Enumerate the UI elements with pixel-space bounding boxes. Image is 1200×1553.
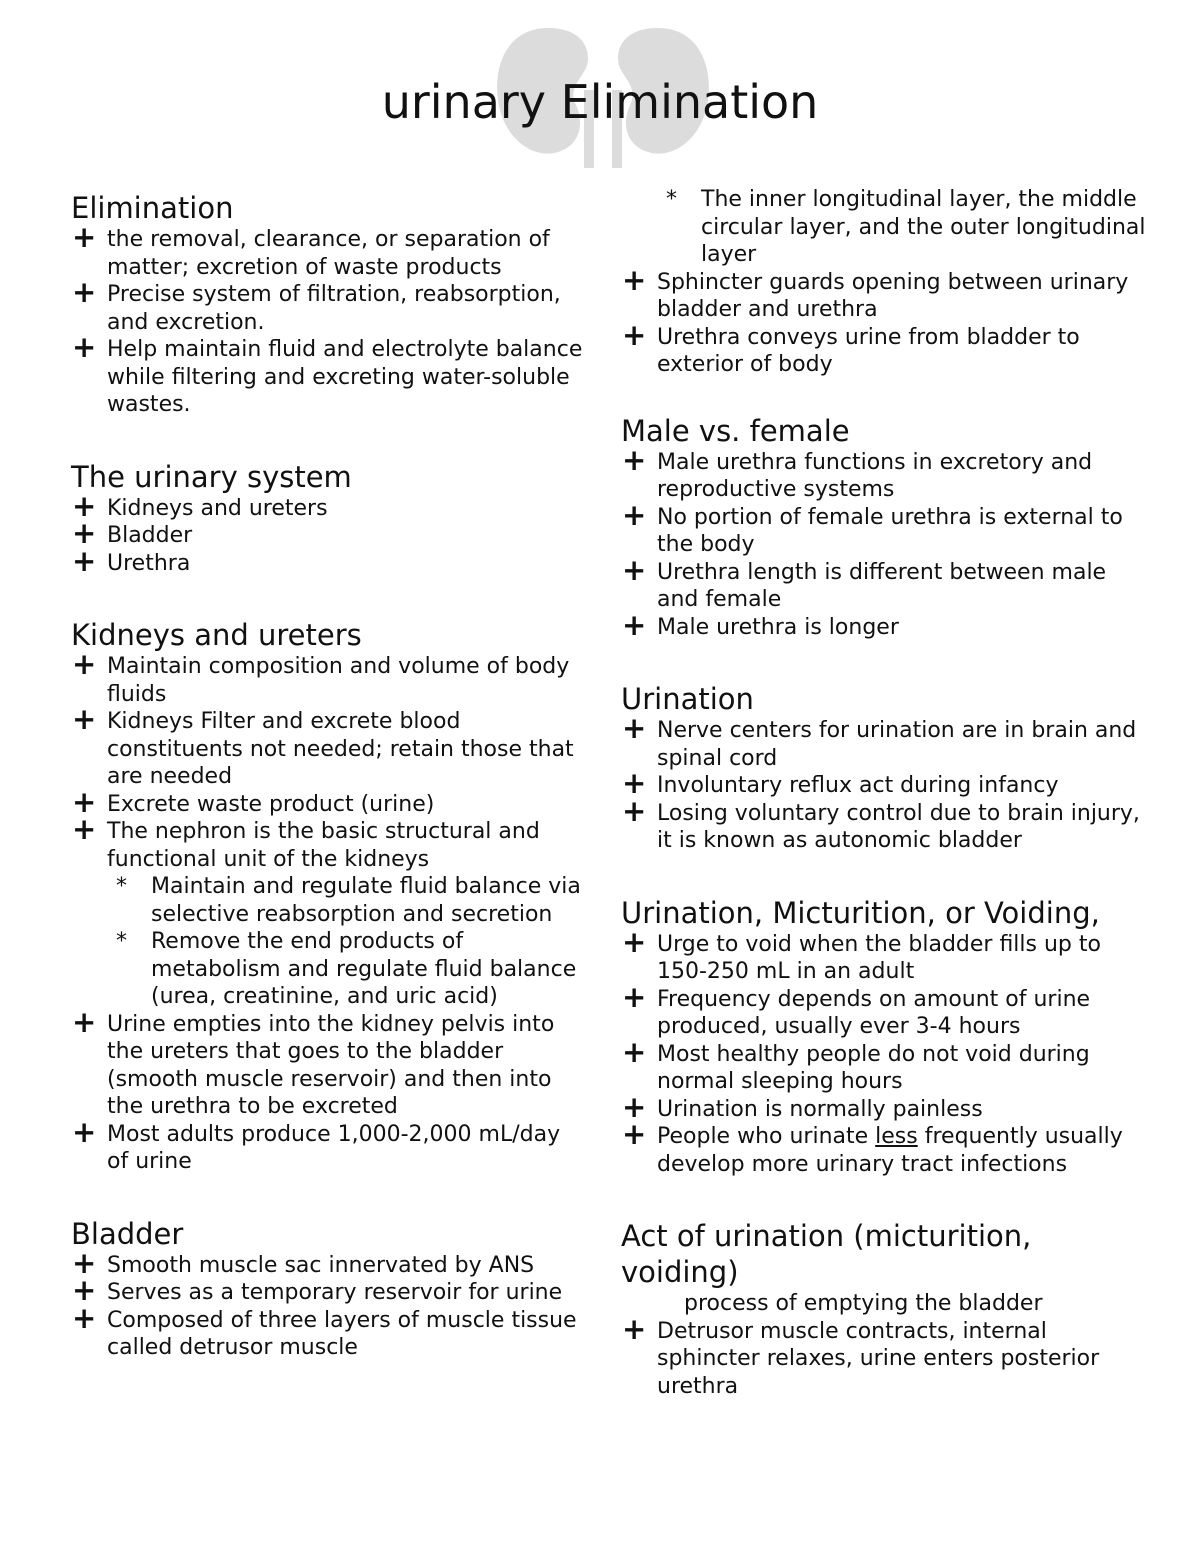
- right-column: [621, 186, 1146, 1400]
- list-item: + Frequency depends on amount of urine produced, usually ever 3-4 hours: [621, 986, 1146, 1041]
- list-item: [621, 1123, 1146, 1178]
- section-intro: process of emptying the bladder: [684, 1291, 1043, 1316]
- list-item: + the removal, clearance, or separation of matter; excretion of waste products: [71, 226, 586, 281]
- sub-list-item: * Maintain and regulate fluid balance via selective reabsorption and secretion: [71, 873, 586, 928]
- list-item: + Involuntary reflux act during infancy: [621, 772, 1146, 800]
- section-heading: Kidneys and ureters: [71, 618, 362, 652]
- list-item: + Male urethra functions in excretory and reproductive systems: [621, 449, 1146, 504]
- list-item: + Kidneys Filter and excrete blood constituents not needed; retain those that are needed: [71, 708, 586, 791]
- bullet-list: [71, 495, 586, 578]
- list-item: + Bladder: [71, 522, 586, 550]
- list-item: + Most healthy people do not void during normal sleeping hours: [621, 1041, 1146, 1096]
- section-heading: Act of urination (micturition, voiding): [621, 1219, 1032, 1289]
- section-kidneys-ureters: [71, 617, 586, 1176]
- list-item: + Urethra conveys urine from bladder to exterior of body: [621, 324, 1146, 379]
- section-micturition: [621, 895, 1146, 1179]
- section-heading: Urination, Micturition, or Voiding,: [621, 895, 1100, 930]
- text-part: frequently usually develop more urinary tract infections: [657, 1124, 1123, 1177]
- list-item: + Nerve centers for urination are in brain and spinal cord: [621, 717, 1146, 772]
- list-item: + Detrusor muscle contracts, internal sphincter relaxes, urine enters posterior urethra: [621, 1318, 1146, 1401]
- section-act-of-urination: [621, 1218, 1146, 1400]
- bullet-list: [621, 717, 1146, 855]
- list-item: + Losing voluntary control due to brain injury, it is known as autonomic bladder: [621, 800, 1146, 855]
- bullet-list: [71, 1252, 586, 1362]
- section-heading: Elimination: [71, 191, 234, 225]
- list-item: + Excrete waste product (urine): [71, 791, 586, 819]
- bladder-continued-list: [621, 186, 1146, 379]
- section-urination: [621, 681, 1146, 855]
- section-elimination: [71, 190, 586, 419]
- left-column: [71, 190, 586, 1362]
- list-item: + Composed of three layers of muscle tissue called detrusor muscle: [71, 1307, 586, 1362]
- bullet-list: [71, 226, 586, 419]
- list-item: + Urination is normally painless: [621, 1096, 1146, 1124]
- bullet-list: [71, 653, 586, 1176]
- list-item: + No portion of female urethra is external to the body: [621, 504, 1146, 559]
- bullet-list: [621, 449, 1146, 642]
- sub-list-item: * The inner longitudinal layer, the middle circular layer, and the outer longitudinal layer: [621, 186, 1146, 269]
- list-item: + Precise system of filtration, reabsorption, and excretion.: [71, 281, 586, 336]
- section-heading: Urination: [621, 682, 754, 716]
- list-item: + Male urethra is longer: [621, 614, 1146, 642]
- section-male-vs-female: [621, 413, 1146, 642]
- list-item: + Most adults produce 1,000-2,000 mL/day of urine: [71, 1121, 586, 1176]
- list-item: + Urine empties into the kidney pelvis into the ureters that goes to the bladder (smooth muscle reservoir) and then into the urethra to be excreted: [71, 1011, 586, 1121]
- section-heading: The urinary system: [71, 459, 352, 494]
- list-item: + Kidneys and ureters: [71, 495, 586, 523]
- section-heading: Bladder: [71, 1216, 184, 1251]
- list-item: + Smooth muscle sac innervated by ANS: [71, 1252, 586, 1280]
- section-heading: Male vs. female: [621, 413, 850, 448]
- list-item: + The nephron is the basic structural and functional unit of the kidneys: [71, 818, 586, 873]
- list-item: + Urethra: [71, 550, 586, 578]
- list-item: + Serves as a temporary reservoir for urine: [71, 1279, 586, 1307]
- underlined-word: less: [875, 1124, 918, 1149]
- bullet-list: [621, 931, 1146, 1179]
- list-item: + Help maintain fluid and electrolyte balance while filtering and excreting water-soluble wastes.: [71, 336, 586, 419]
- list-item: + Urge to void when the bladder fills up to 150-250 mL in an adult: [621, 931, 1146, 986]
- page-title: urinary Elimination: [381, 75, 819, 129]
- text-part: People who urinate: [657, 1124, 876, 1149]
- sub-list-item: * Remove the end products of metabolism and regulate fluid balance (urea, creatinine, and uric acid): [71, 928, 586, 1011]
- list-item: + Sphincter guards opening between urinary bladder and urethra: [621, 269, 1146, 324]
- section-urinary-system: [71, 459, 586, 578]
- list-item: + Urethra length is different between male and female: [621, 559, 1146, 614]
- bullet-list: [621, 1318, 1146, 1401]
- list-item: + Maintain composition and volume of body fluids: [71, 653, 586, 708]
- section-bladder: [71, 1216, 586, 1362]
